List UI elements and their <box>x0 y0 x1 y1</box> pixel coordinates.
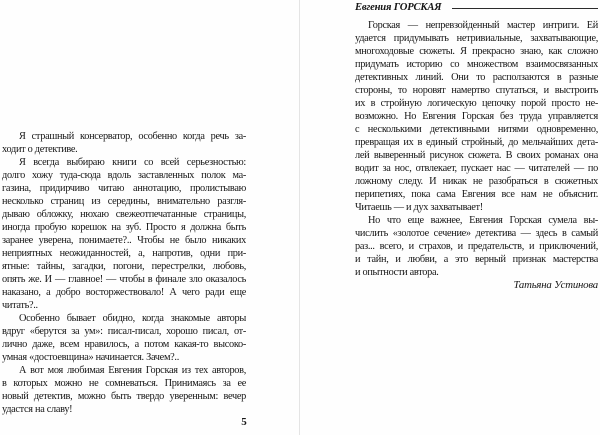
text-line: умная «достоевщина» начинается. Зачем?.. <box>2 352 179 363</box>
text-line: возможно. Но Евгения Горская без труда управляется <box>355 110 598 122</box>
text-line: стороны, то норовят намертво спутаться, и выстроить <box>355 84 598 96</box>
text-line: лично даже, всем нравилось, а потом какая-то высоко- <box>2 339 246 350</box>
right-page <box>355 1 598 292</box>
text-line: ятные: тайны, загадки, погони, перестрелки, любовь, <box>2 261 246 272</box>
text-line: вдруг «берутся за ум»: писал-писал, хорошо писал, от- <box>2 326 246 337</box>
text-line: читать?.. <box>2 300 38 311</box>
signature: Татьяна Устинова <box>513 278 598 291</box>
text-line: долго хожу туда-сюда вдоль заставленных полок ма- <box>2 170 246 181</box>
text-line: многоходовые сюжеты. Я прекрасно знаю, как сложно <box>355 45 598 57</box>
text-line: Но что еще важнее, Евгения Горская сумела вы- <box>368 214 598 226</box>
page-number: 5 <box>241 416 247 428</box>
text-line: Горская — непревзойденный мастер интриги. Ей <box>368 19 598 31</box>
text-line: наказано, а добро восторжествовало! А чего ради еще <box>2 287 246 298</box>
text-line: удастся на славу! <box>2 404 73 415</box>
text-line: в которых можно не сомневаться. Принимаясь за ее <box>2 378 246 389</box>
text-line: раз... всего, и страхов, и предательств, и приключений, <box>355 240 598 252</box>
paragraph <box>2 130 246 156</box>
text-line: и опытности автора. <box>355 266 439 278</box>
left-page-text <box>2 130 246 416</box>
text-line: несколько страниц из середины, внимательно разгля- <box>2 196 246 207</box>
text-line: водит за нос, отвлекает, пускает нас — читателей — по <box>355 162 598 174</box>
paragraph <box>355 214 598 279</box>
text-line: А вот моя любимая Евгения Горская из тех авторов, <box>19 365 246 376</box>
text-line: лей выверенный рисунок сюжета. В своих романах она <box>355 149 598 161</box>
text-line: новый детектив, можно быть твердо уверенным: вечер <box>2 391 246 402</box>
running-header <box>355 1 598 13</box>
text-line: неприятных неожиданностей, а, напротив, одни при- <box>2 248 246 259</box>
running-header-author: Евгения ГОРСКАЯ <box>355 2 442 13</box>
text-line: Особенно бывает обидно, когда знакомые авторы <box>19 313 246 324</box>
text-line: придумать историю со множеством взаимосвязанных <box>355 58 598 70</box>
paragraph <box>2 312 246 364</box>
text-line: опять же. И — главное! — чтобы в финале зло оказалось <box>2 274 246 285</box>
text-line: их в стройную логическую цепочку порой просто не- <box>355 97 598 109</box>
text-line: дываю обложку, нюхаю свежеотпечатанные страницы, <box>2 209 246 220</box>
text-line: превращая их в единый стройный, до мельчайших дета- <box>355 136 598 148</box>
text-line: заранее уверена, понимаете?.. Чтобы не было никаких <box>2 235 246 246</box>
right-page-text <box>355 19 598 279</box>
text-line: перипетиях, пока сама Евгения все нам не объяснит. <box>355 188 598 200</box>
paragraph <box>355 19 598 214</box>
text-line: детективных линий. Они то расползаются в разные <box>355 71 598 83</box>
text-line: числить «золотое сечение» детектива — здесь в самый <box>355 227 598 239</box>
paragraph <box>2 364 246 416</box>
page-gutter-divider <box>299 0 300 435</box>
text-line: иногда пробую корешок на зуб. Просто я должна быть <box>2 222 246 233</box>
text-line: с несколькими детективными нитями одновременно, <box>355 123 598 135</box>
text-line: ложному следу. И никак не разобраться в сюжетных <box>355 175 598 187</box>
header-rule <box>452 8 598 9</box>
text-line: Я всегда выбираю книги со всей серьезностью: <box>19 157 246 168</box>
text-line: Читаешь — и дух захватывает! <box>355 201 483 213</box>
paragraph <box>2 156 246 312</box>
text-line: и тайн, и любви, а это верный признак мастерства <box>355 253 598 265</box>
text-line: Я страшный консерватор, особенно когда речь за- <box>19 131 246 142</box>
text-line: ходит о детективе. <box>2 144 78 155</box>
text-line: удается придумывать нетривиальные, захватывающие, <box>355 32 598 44</box>
text-line: газина, придирчиво читаю аннотацию, пролистываю <box>2 183 246 194</box>
